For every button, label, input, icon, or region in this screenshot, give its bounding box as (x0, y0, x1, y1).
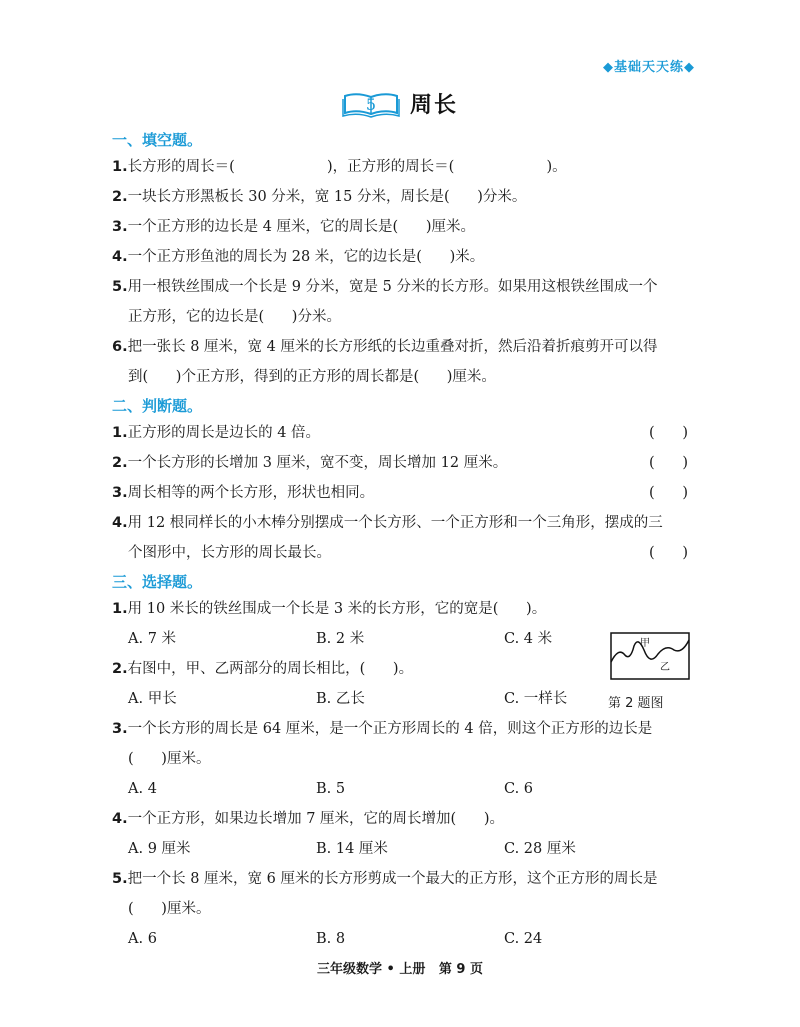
question-number: 1. (112, 601, 128, 617)
question-number: 4. (112, 249, 128, 265)
question-continuation: 正方形，它的边长是( )分米。 (128, 309, 341, 325)
question-number: 4. (112, 811, 128, 827)
question-row (112, 212, 692, 242)
question-row (112, 182, 692, 212)
page-title (0, 86, 800, 120)
question-text: 长方形的周长＝( )，正方形的周长＝( )。 (127, 159, 567, 175)
question-text: 把一张长 8 厘米，宽 4 厘米的长方形纸的长边重叠对折，然后沿着折痕剪开可以得 (127, 339, 658, 355)
section-heading-choice: 三、选择题。 (112, 573, 203, 591)
question-continuation (112, 538, 692, 568)
answer-brackets[interactable]: ( ) (649, 455, 688, 471)
question-text: 一个长方形的周长是 64 厘米，是一个正方形周长的 4 倍，则这个正方形的边长是 (127, 721, 653, 737)
option-c[interactable]: C. 28 厘米 (504, 841, 576, 857)
question-text: 右图中，甲、乙两部分的周长相比，( )。 (127, 661, 414, 677)
series-badge: ◆基础天天练◆ (603, 60, 695, 75)
question-text: 一个正方形的边长是 4 厘米，它的周长是( )厘米。 (127, 219, 476, 235)
question-number: 5. (112, 871, 128, 887)
question-text: 个图形中，长方形的周长最长。 (128, 545, 331, 561)
section-heading-judge: 二、判断题。 (112, 397, 203, 415)
option-b[interactable]: B. 2 米 (316, 631, 365, 647)
page-footer: 三年级数学 • 上册 第 9 页 (316, 962, 484, 977)
question-row (112, 152, 692, 182)
question-text: 正方形的周长是边长的 4 倍。 (127, 425, 321, 441)
title-text: 周长 (409, 92, 458, 118)
figure-label-yi: 乙 (660, 662, 670, 673)
question-row (112, 272, 692, 302)
question-number: 1. (112, 159, 128, 175)
question-number: 2. (112, 189, 128, 205)
section-heading-fill: 一、填空题。 (112, 131, 203, 149)
option-b[interactable]: B. 乙长 (316, 691, 365, 707)
question-row (112, 594, 692, 624)
question-number: 3. (112, 485, 128, 501)
option-c[interactable]: C. 4 米 (504, 631, 553, 647)
question-continuation: 到( )个正方形，得到的正方形的周长都是( )厘米。 (128, 369, 496, 385)
option-b[interactable]: B. 5 (316, 781, 346, 797)
question-number: 6. (112, 339, 128, 355)
answer-brackets[interactable]: ( ) (649, 485, 688, 501)
option-c[interactable]: C. 6 (504, 781, 534, 797)
question-number: 5. (112, 279, 128, 295)
question-row (112, 804, 692, 834)
options-row (112, 624, 692, 654)
option-a[interactable]: A. 6 (128, 931, 157, 947)
figure-label-jia: 甲 (640, 638, 650, 649)
question-2-figure (610, 632, 690, 680)
question-row (112, 448, 692, 478)
question-number: 3. (112, 219, 128, 235)
option-b[interactable]: B. 8 (316, 931, 346, 947)
question-row (112, 242, 692, 272)
option-a[interactable]: A. 9 厘米 (128, 841, 191, 857)
question-text: 一个长方形的长增加 3 厘米，宽不变，周长增加 12 厘米。 (127, 455, 508, 471)
question-number: 2. (112, 661, 128, 677)
option-a[interactable]: A. 7 米 (128, 631, 177, 647)
question-continuation: ( )厘米。 (128, 751, 211, 767)
option-a[interactable]: A. 4 (128, 781, 157, 797)
question-text: 用 10 米长的铁丝围成一个长是 3 米的长方形，它的宽是( )。 (127, 601, 547, 617)
answer-brackets[interactable]: ( ) (649, 425, 688, 441)
question-row (112, 418, 692, 448)
question-text: 用一根铁丝围成一个长是 9 分米，宽是 5 分米的长方形。如果用这根铁丝围成一个 (127, 279, 658, 295)
question-row (112, 478, 692, 508)
figure-caption: 第 2 题图 (608, 696, 664, 711)
options-row (112, 834, 692, 864)
option-c[interactable]: C. 一样长 (504, 691, 568, 707)
options-row (112, 774, 692, 804)
question-number: 4. (112, 515, 128, 531)
title-number: 5 (365, 95, 377, 114)
question-text: 周长相等的两个长方形，形状也相同。 (127, 485, 375, 501)
question-text: 一个正方形，如果边长增加 7 厘米，它的周长增加( )。 (127, 811, 505, 827)
question-text: 把一个长 8 厘米，宽 6 厘米的长方形剪成一个最大的正方形，这个正方形的周长是 (127, 871, 658, 887)
question-text: 用 12 根同样长的小木棒分别摆成一个长方形、一个正方形和一个三角形，摆成的三 (127, 515, 663, 531)
options-row (112, 684, 692, 714)
question-row (112, 508, 692, 538)
question-number: 2. (112, 455, 128, 471)
option-a[interactable]: A. 甲长 (128, 691, 177, 707)
worksheet-body (112, 126, 692, 954)
answer-brackets[interactable]: ( ) (649, 545, 688, 561)
question-row (112, 332, 692, 362)
open-book-icon (342, 88, 400, 118)
question-number: 3. (112, 721, 128, 737)
question-row (112, 714, 692, 744)
question-continuation: ( )厘米。 (128, 901, 211, 917)
question-text: 一个正方形鱼池的周长为 28 米，它的边长是( )米。 (127, 249, 485, 265)
option-b[interactable]: B. 14 厘米 (316, 841, 388, 857)
figure-frame (611, 633, 689, 679)
question-row (112, 864, 692, 894)
question-row (112, 654, 692, 684)
question-text: 一块长方形黑板长 30 分米，宽 15 分米，周长是( )分米。 (127, 189, 527, 205)
options-row (112, 924, 692, 954)
option-c[interactable]: C. 24 (504, 931, 543, 947)
question-number: 1. (112, 425, 128, 441)
